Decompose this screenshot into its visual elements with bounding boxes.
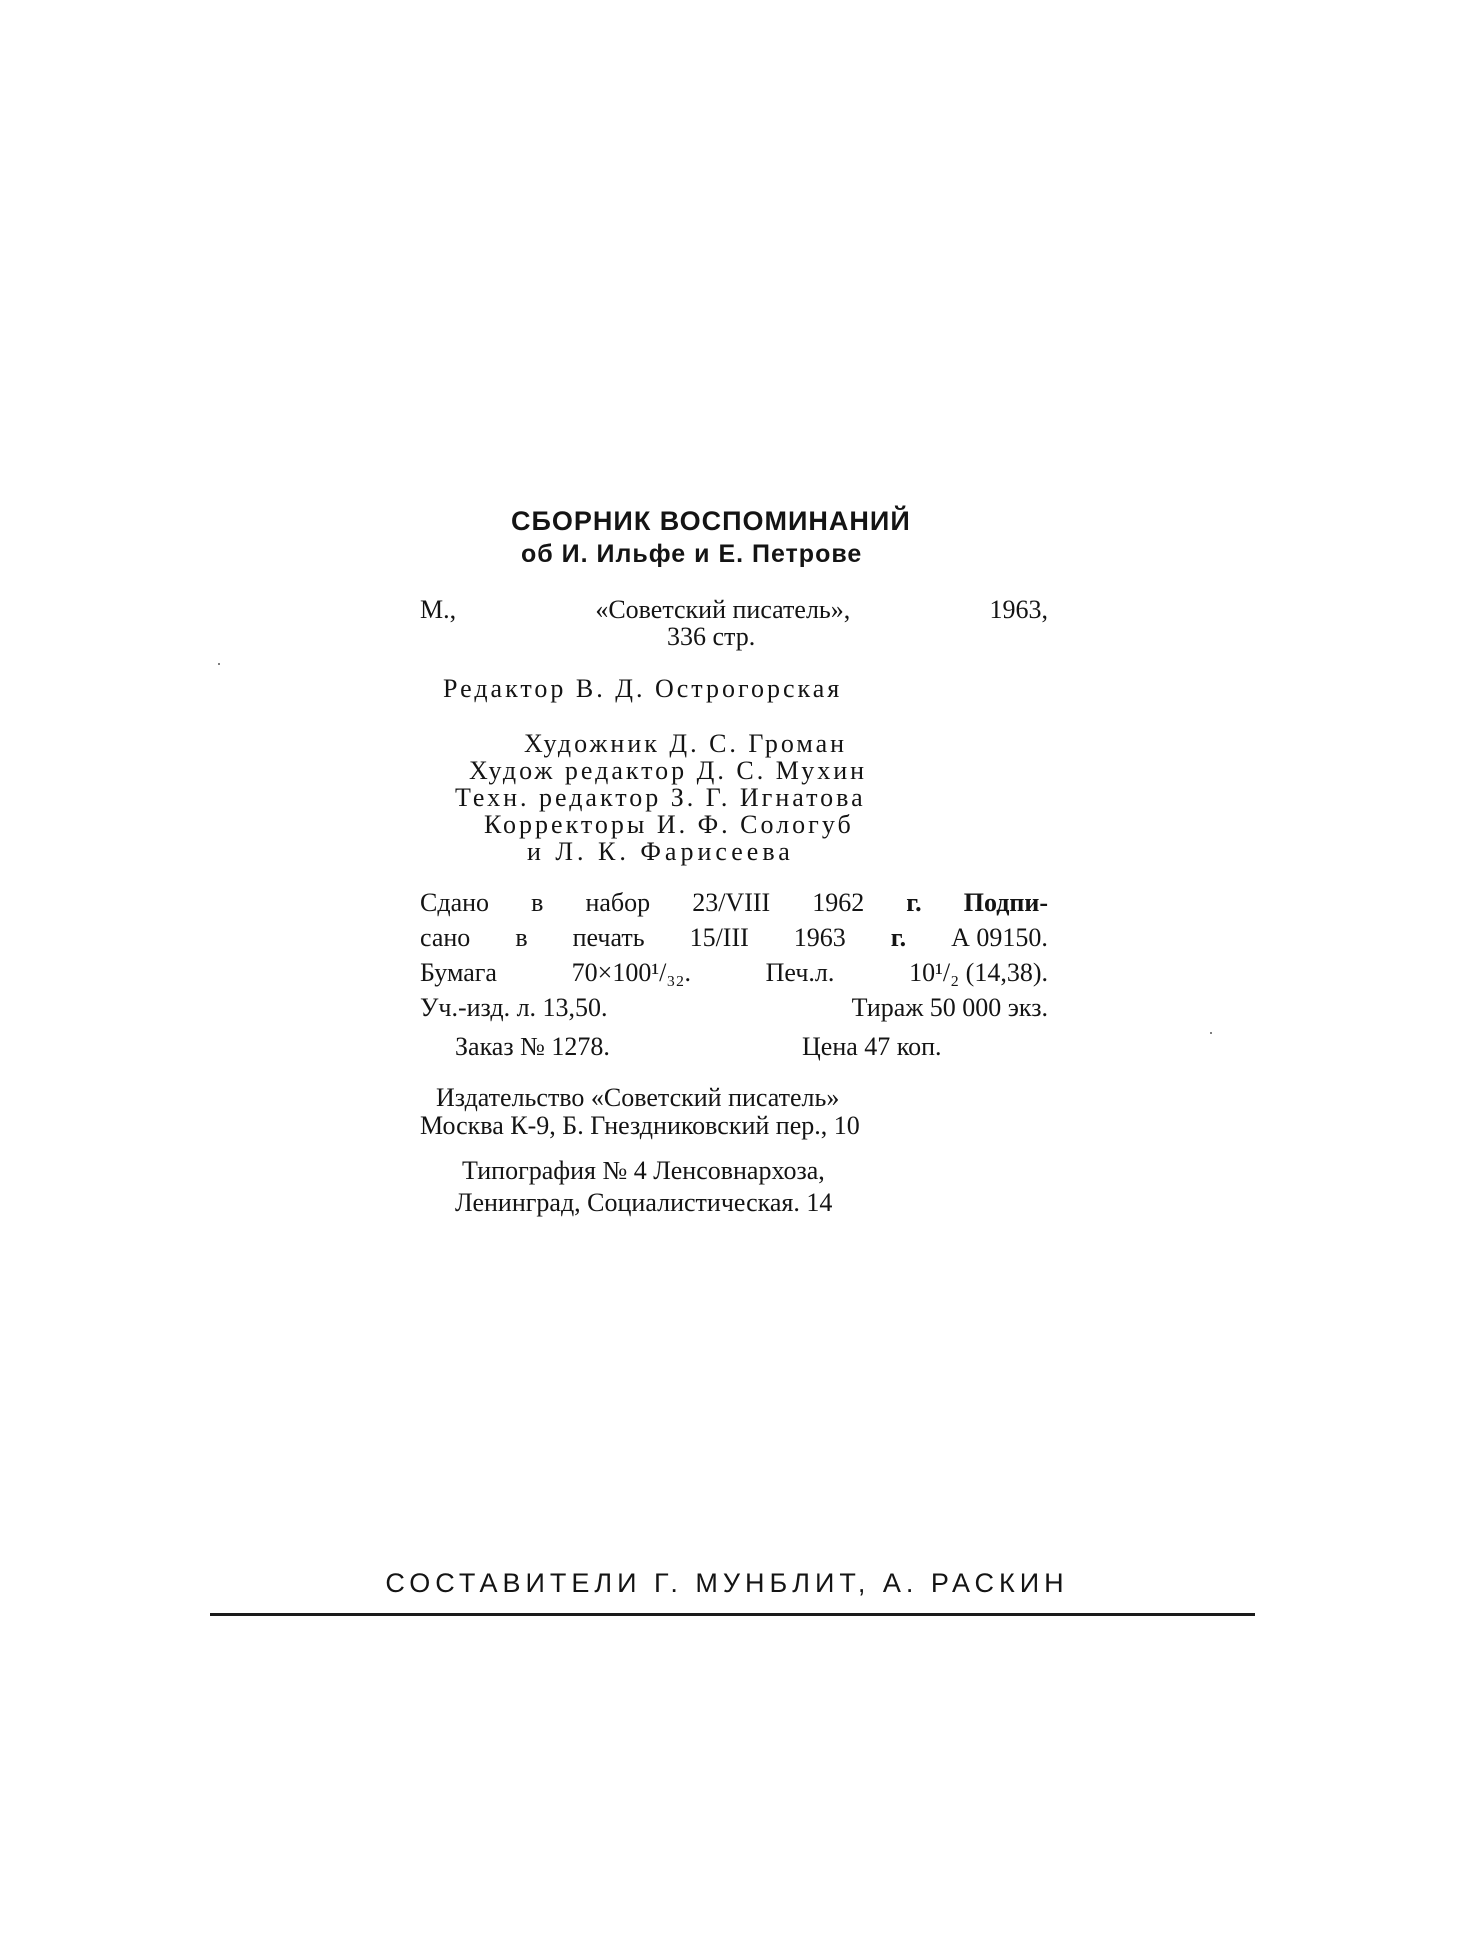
- word: Бумага: [420, 958, 497, 987]
- word: Сдано: [420, 888, 490, 917]
- word: печать: [572, 923, 645, 952]
- word: в: [515, 923, 528, 952]
- credit-artist: Художник Д. С. Громан: [524, 729, 848, 758]
- printer-name: Типография № 4 Ленсовнархоза,: [462, 1156, 825, 1185]
- word: А 09150.: [951, 923, 1048, 952]
- imprint-line: [420, 595, 1048, 625]
- order-number: Заказ № 1278.: [455, 1032, 610, 1061]
- publisher-name: Издательство «Советский писатель»: [436, 1083, 840, 1112]
- printer-address: Ленинград, Социалистическая. 14: [455, 1188, 833, 1217]
- price: Цена 47 коп.: [802, 1032, 942, 1061]
- word: сано: [420, 923, 471, 952]
- imprint-year: 1963,: [989, 595, 1048, 624]
- scan-speck: [1210, 1032, 1212, 1034]
- imprint-publisher: «Советский писатель»,: [595, 595, 851, 624]
- word: Подпи-: [963, 888, 1048, 917]
- production-line-1: [420, 888, 1048, 918]
- production-line-2: [420, 923, 1048, 953]
- word: 10¹/₂ (14,38).: [909, 958, 1048, 987]
- book-subtitle: об И. Ильфе и Е. Петрове: [521, 540, 863, 568]
- imprint-pages: 336 стр.: [667, 622, 756, 651]
- publisher-address: Москва К-9, Б. Гнездниковский пер., 10: [420, 1111, 860, 1140]
- compilers-line: СОСТАВИТЕЛИ Г. МУНБЛИТ, А. РАСКИН: [385, 1568, 1069, 1598]
- credit-proofreader-2: и Л. К. Фарисеева: [527, 837, 794, 866]
- word: 1962: [812, 888, 865, 917]
- word: г.: [906, 888, 922, 917]
- book-title: СБОРНИК ВОСПОМИНАНИЙ: [511, 506, 911, 536]
- credit-tech-editor: Техн. редактор З. Г. Игнатова: [455, 783, 866, 812]
- scan-speck: [218, 663, 220, 665]
- word: г.: [890, 923, 907, 952]
- word: Тираж 50 000 экз.: [851, 993, 1048, 1022]
- horizontal-rule: [210, 1613, 1255, 1616]
- word: 15/III: [689, 923, 749, 952]
- word: набор: [585, 888, 651, 917]
- word: Печ.л.: [765, 958, 835, 987]
- word: 70×100¹/₃₂.: [571, 958, 691, 987]
- word: 1963: [793, 923, 846, 952]
- word: в: [531, 888, 544, 917]
- credit-art-editor: Худож редактор Д. С. Мухин: [469, 756, 868, 785]
- editor-line: Редактор В. Д. Острогорская: [443, 674, 843, 703]
- production-line-3: [420, 958, 1048, 988]
- imprint-place: М.,: [420, 595, 457, 624]
- credit-proofreaders: Корректоры И. Ф. Сологуб: [484, 810, 854, 839]
- word: 23/VIII: [692, 888, 771, 917]
- word: Уч.-изд. л. 13,50.: [420, 993, 608, 1022]
- production-line-4: [420, 993, 1048, 1023]
